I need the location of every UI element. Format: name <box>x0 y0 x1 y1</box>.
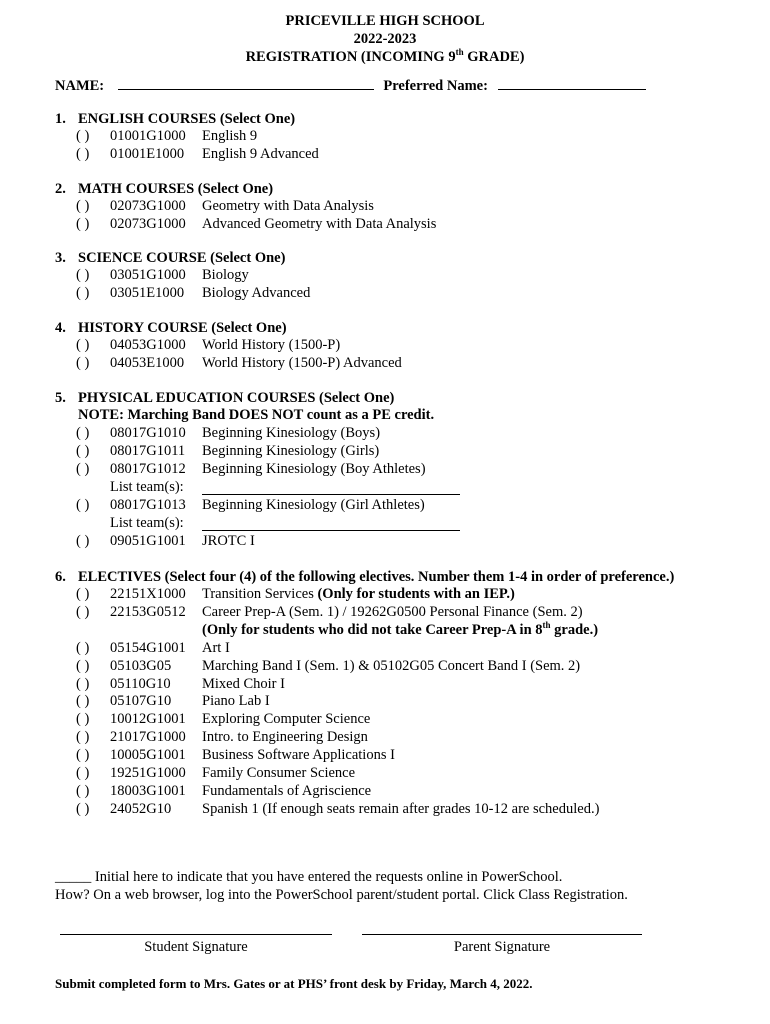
checkbox[interactable]: ( ) <box>76 640 90 656</box>
course-option[interactable]: ( ) 05110G10 Mixed Choir I <box>76 676 285 692</box>
course-option[interactable]: ( ) 04053E1000 World History (1500-P) Advanced <box>76 355 402 371</box>
team-field[interactable] <box>202 480 460 495</box>
team-label: List team(s): <box>110 515 184 531</box>
checkbox[interactable]: ( ) <box>76 586 90 602</box>
course-option[interactable]: ( ) 03051G1000 Biology <box>76 267 249 283</box>
course-option[interactable]: ( ) 05107G10 Piano Lab I <box>76 693 270 709</box>
course-option[interactable]: ( ) 08017G1010 Beginning Kinesiology (Boys) <box>76 425 381 441</box>
preferred-name-field[interactable] <box>498 75 646 90</box>
checkbox[interactable]: ( ) <box>76 497 90 513</box>
checkbox[interactable]: ( ) <box>76 146 90 162</box>
course-option[interactable]: ( ) 01001G1000 English 9 <box>76 128 258 144</box>
checkbox[interactable]: ( ) <box>76 658 90 674</box>
initial-field[interactable]: _____ <box>55 869 92 885</box>
course-option[interactable]: ( ) 08017G1013 Beginning Kinesiology (Girl Athletes) <box>76 497 425 513</box>
course-option[interactable]: ( ) 09051G1001 JROTC I <box>76 533 255 549</box>
course-option[interactable]: ( ) 10005G1001 Business Software Applications I <box>76 747 395 763</box>
pe-note: NOTE: Marching Band DOES NOT count as a PE credit. <box>78 407 435 423</box>
section-english-heading: 1. ENGLISH COURSES (Select One) <box>55 111 296 127</box>
school-name: PRICEVILLE HIGH SCHOOL <box>285 13 485 29</box>
preferred-name-label: Preferred Name: <box>383 78 488 94</box>
checkbox[interactable]: ( ) <box>76 765 90 781</box>
student-signature-line[interactable] <box>60 934 332 935</box>
checkbox[interactable]: ( ) <box>76 425 90 441</box>
checkbox[interactable]: ( ) <box>76 604 90 620</box>
course-option[interactable]: ( ) 05103G05 Marching Band I (Sem. 1) & 05102G05 Concert Band I (Sem. 2) <box>76 658 581 674</box>
course-option[interactable]: ( ) 10012G1001 Exploring Computer Science <box>76 711 371 727</box>
course-option[interactable]: ( ) 24052G10 Spanish 1 (If enough seats remain after grades 10-12 are scheduled.) <box>76 801 600 817</box>
student-signature-label: Student Signature <box>144 939 248 955</box>
form-title: REGISTRATION (INCOMING 9th GRADE) <box>245 47 525 65</box>
name-field[interactable] <box>118 75 374 90</box>
checkbox[interactable]: ( ) <box>76 711 90 727</box>
initial-text: Initial here to indicate that you have entered the requests online in PowerSchool. <box>91 869 563 885</box>
section-pe-heading: 5. PHYSICAL EDUCATION COURSES (Select One) <box>55 390 395 406</box>
checkbox[interactable]: ( ) <box>76 461 90 477</box>
course-option[interactable]: ( ) 08017G1011 Beginning Kinesiology (Girls) <box>76 443 380 459</box>
course-option[interactable]: ( ) 21017G1000 Intro. to Engineering Design <box>76 729 368 745</box>
team-row <box>0 514 770 532</box>
school-year: 2022-2023 <box>353 31 417 47</box>
checkbox[interactable]: ( ) <box>76 337 90 353</box>
course-option[interactable]: ( ) 05154G1001 Art I <box>76 640 230 656</box>
powerschool-instructions: How? On a web browser, log into the PowerSchool parent/student portal. Click Class Registration. <box>55 887 628 903</box>
checkbox[interactable]: ( ) <box>76 216 90 232</box>
course-option[interactable]: ( ) 01001E1000 English 9 Advanced <box>76 146 319 162</box>
course-option[interactable]: ( ) 04053G1000 World History (1500-P) <box>76 337 341 353</box>
section-science-heading: 3. SCIENCE COURSE (Select One) <box>55 250 286 266</box>
checkbox[interactable]: ( ) <box>76 783 90 799</box>
team-field[interactable] <box>202 516 460 531</box>
course-option[interactable]: ( ) 22151X1000 Transition Services (Only for students with an IEP.) <box>76 586 515 602</box>
course-option[interactable]: ( ) 18003G1001 Fundamentals of Agriscience <box>76 783 372 799</box>
checkbox[interactable]: ( ) <box>76 747 90 763</box>
course-option[interactable]: ( ) 02073G1000 Advanced Geometry with Data Analysis <box>76 216 437 232</box>
initial-row <box>55 868 562 886</box>
team-row <box>0 478 770 496</box>
checkbox[interactable]: ( ) <box>76 693 90 709</box>
course-option[interactable]: ( ) 03051E1000 Biology Advanced <box>76 285 311 301</box>
parent-signature-line[interactable] <box>362 934 642 935</box>
course-option[interactable]: ( ) 19251G1000 Family Consumer Science <box>76 765 356 781</box>
team-label: List team(s): <box>110 479 184 495</box>
checkbox[interactable]: ( ) <box>76 533 90 549</box>
checkbox[interactable]: ( ) <box>76 676 90 692</box>
checkbox[interactable]: ( ) <box>76 267 90 283</box>
section-history-heading: 4. HISTORY COURSE (Select One) <box>55 320 287 336</box>
course-option[interactable]: ( ) 02073G1000 Geometry with Data Analysis <box>76 198 374 214</box>
section-electives-heading: 6. ELECTIVES (Select four (4) of the following electives. Number them 1-4 in order of preference.) <box>55 569 675 585</box>
checkbox[interactable]: ( ) <box>76 128 90 144</box>
course-option[interactable]: ( ) 22153G0512 Career Prep-A (Sem. 1) / 19262G0500 Personal Finance (Sem. 2) <box>76 604 583 620</box>
course-option[interactable]: ( ) 08017G1012 Beginning Kinesiology (Boy Athletes) <box>76 461 426 477</box>
checkbox[interactable]: ( ) <box>76 285 90 301</box>
checkbox[interactable]: ( ) <box>76 355 90 371</box>
section-math-heading: 2. MATH COURSES (Select One) <box>55 181 274 197</box>
career-prep-note: (Only for students who did not take Career Prep-A in 8th grade.) <box>202 620 599 638</box>
checkbox[interactable]: ( ) <box>76 729 90 745</box>
checkbox[interactable]: ( ) <box>76 443 90 459</box>
name-row <box>55 75 646 93</box>
name-label: NAME: <box>55 78 105 94</box>
submission-instructions: Submit completed form to Mrs. Gates or at PHS’ front desk by Friday, March 4, 2022. <box>55 976 533 991</box>
checkbox[interactable]: ( ) <box>76 198 90 214</box>
checkbox[interactable]: ( ) <box>76 801 90 817</box>
parent-signature-label: Parent Signature <box>453 939 551 955</box>
